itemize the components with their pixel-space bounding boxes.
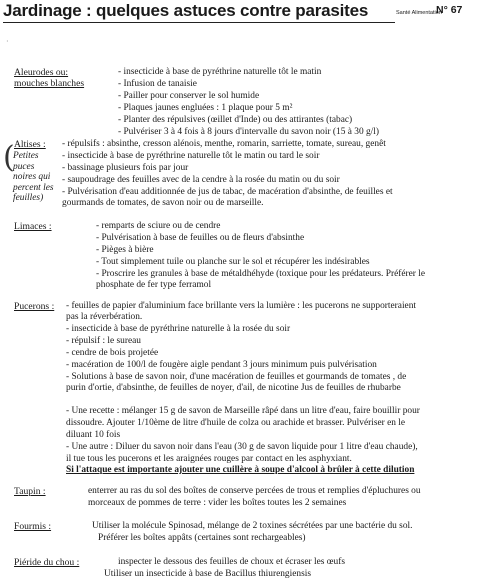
- note-line: feuilles): [13, 193, 44, 203]
- list-item: - Plaques jaunes engluées : 1 plaque pour 5 m²: [118, 103, 293, 113]
- list-item: - insecticide à base de pyréthrine naturelle tôt le matin: [118, 67, 322, 77]
- list-item: - macération de 100/l de fougère aigle pendant 3 jours minimum puis pulvérisation: [66, 360, 377, 370]
- source-name: Santé Alimentation: [396, 10, 442, 16]
- label-line: Pucerons :: [14, 301, 55, 312]
- label-line: Piéride du chou :: [14, 557, 80, 568]
- list-item: - Pièges à bière: [96, 245, 154, 255]
- note-line: percent les: [13, 182, 54, 193]
- list-item: - Tout simplement tuile ou planche sur le sol et récupérer les indésirables: [96, 257, 370, 267]
- list-item: - insecticide à base de pyréthrine naturelle tôt le matin ou tard le soir: [62, 151, 320, 161]
- list-item: - Infusion de tanaisie: [118, 79, 197, 89]
- section-label-taupin: [14, 486, 46, 497]
- list-item: il tue tous les pucerons et les araignées rouges par contact en les asphyxiant.: [66, 454, 352, 464]
- note-line: noires qui: [13, 172, 51, 182]
- label-line: Aleurodes ou:: [14, 67, 69, 78]
- page-title: Jardinage : quelques astuces contre parasites: [3, 1, 369, 20]
- list-item: enterrer au ras du sol des boîtes de conserve percées de trous et remplies d'épluchures ou: [88, 486, 421, 496]
- issue-number: N° 67: [436, 4, 463, 16]
- list-item: inspecter le dessous des feuilles de choux et écraser les œufs: [118, 557, 346, 567]
- label-line: Fourmis :: [14, 521, 52, 532]
- margin-mark: ·: [6, 37, 9, 46]
- list-item: - insecticide à base de pyréthrine naturelle à la rosée du soir: [66, 324, 291, 334]
- section-label-aleurodes: [14, 67, 84, 89]
- list-item: Utiliser la molécule Spinosad, mélange de 2 toxines sécrétées par une bactérie du sol.: [92, 521, 413, 531]
- list-item: - répulsifs : absinthe, cresson alénois, menthe, romarin, sarriette, tomate, sureau, genêt: [62, 139, 386, 149]
- list-item: - Proscrire les granules à base de métaldhéhyde (toxique pour les prédateurs. Préférer le: [96, 269, 426, 279]
- title-underline: [3, 22, 395, 23]
- list-item: diluant 10 fois: [66, 430, 121, 440]
- handwritten-bracket: (: [3, 140, 15, 175]
- section-label-limaces: [14, 221, 52, 232]
- list-item: gourmands de tomates, de savon noir ou de marseille.: [62, 198, 264, 208]
- list-item: - Une autre : Diluer du savon noir dans l'eau (30 g de savon liquide pour 1 litre d'eau chaude),: [66, 442, 418, 452]
- section-label-pieride: [14, 557, 79, 568]
- list-item: Utiliser un insecticide à base de Bacillus thiurengiensis: [104, 569, 311, 579]
- label-line: Taupin :: [14, 486, 46, 497]
- list-item: - Pailler pour conserver le sol humide: [118, 91, 260, 101]
- list-item: morceaux de pommes de terre : vider les boîtes toutes les 2 semaines: [88, 498, 347, 508]
- list-item: - répulsif : le sureau: [66, 336, 141, 346]
- section-label-altises: [14, 139, 46, 150]
- list-item: - Pulvériser 3 à 4 fois à 8 jours d'intervalle du savon noir (15 à 30 g/l): [118, 127, 380, 137]
- list-item: dissoudre. Ajouter 1/10ème de litre d'huile de colza ou arachide et brasser. Pulvériser en le: [66, 418, 406, 428]
- list-item: - bassinage plusieurs fois par jour: [62, 163, 189, 173]
- list-item: pas la réverbération.: [66, 312, 143, 322]
- list-item: - remparts de sciure ou de cendre: [96, 221, 221, 231]
- handwritten-note: [13, 151, 54, 204]
- label-line: mouches blanches: [14, 78, 85, 89]
- label-line: Limaces :: [14, 221, 52, 232]
- list-item: - Solutions à base de savon noir, d'une macération de feuilles et gourmands de tomates , de: [66, 372, 407, 382]
- label-line: Altises :: [14, 139, 46, 150]
- section-label-fourmis: [14, 521, 51, 532]
- list-item: - Une recette : mélanger 15 g de savon de Marseille râpé dans un litre d'eau, faire bouillir pour: [66, 406, 420, 416]
- list-item: purin d'ortie, d'absinthe, de feuilles de noyer, d'ail, de nicotine Jus de feuilles de rhubarbe: [66, 383, 401, 393]
- note-line: Petites: [13, 151, 39, 161]
- list-item: - Planter des répulsives (œillet d'Inde) ou des attirantes (tabac): [118, 115, 353, 125]
- list-item: Si l'attaque est importante ajouter une cuillère à soupe d'alcool à brûler à cette dilution: [66, 465, 415, 475]
- section-label-pucerons: [14, 301, 54, 312]
- note-line: puces: [13, 161, 35, 172]
- list-item: Préférer les boîtes appâts (certaines sont rechargeables): [98, 533, 306, 543]
- list-item: - cendre de bois projetée: [66, 348, 159, 358]
- list-item: - Pulvérisation à base de feuilles ou de fleurs d'absinthe: [96, 233, 305, 243]
- list-item: - saupoudrage des feuilles avec de la cendre à la rosée du matin ou du soir: [62, 175, 340, 185]
- list-item: phosphate de fer type ferramol: [96, 280, 212, 290]
- list-item: - feuilles de papier d'aluminium face brillante vers la lumière : les pucerons ne supporteraient: [66, 301, 416, 311]
- list-item: - Pulvérisation d'eau additionnée de jus de tabac, de macération d'absinthe, de feuilles et: [62, 187, 393, 197]
